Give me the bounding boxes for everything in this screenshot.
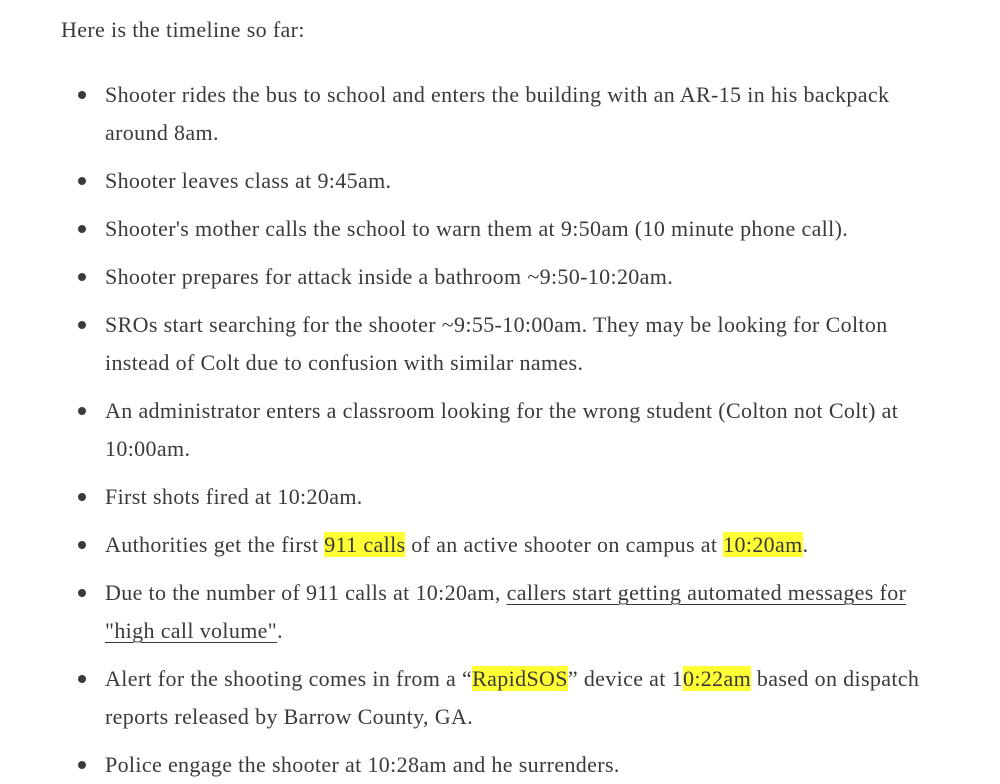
bullet-icon — [78, 493, 86, 501]
bullet-icon — [78, 321, 86, 329]
timeline-item-text: Shooter's mother calls the school to warn them at 9:50am (10 minute phone call). — [105, 216, 849, 241]
timeline-item-text: Authorities get the first — [105, 532, 325, 557]
timeline-item-text: First shots fired at 10:20am. — [105, 484, 363, 509]
bullet-icon — [78, 407, 86, 415]
timeline-item-sro-search — [61, 306, 950, 382]
timeline-list — [61, 76, 961, 784]
highlight-time: 10:20am — [723, 532, 803, 557]
timeline-item-text: SROs start searching for the shooter ~9:55-10:00am. They may be looking for Colton instead of Colt due to confusion with similar names. — [105, 312, 888, 375]
timeline-item-text: of an active shooter on campus at — [405, 532, 724, 557]
highlight-911-calls: 911 calls — [324, 532, 406, 557]
bullet-icon — [78, 761, 86, 769]
bullet-icon — [78, 177, 86, 185]
bullet-icon — [78, 675, 86, 683]
high-call-volume-link[interactable]: callers start getting automated messages for "high call volume" — [105, 580, 907, 643]
timeline-item-call-volume — [61, 574, 950, 650]
bullet-icon — [78, 273, 86, 281]
timeline-item-text: based on dispatch reports released by Barrow County, GA. — [105, 666, 920, 729]
timeline-item-text: Shooter leaves class at 9:45am. — [105, 168, 392, 193]
timeline-item-police-engage — [61, 746, 950, 784]
timeline-item-text: ” device at 1 — [567, 666, 683, 691]
timeline-item-text: . — [802, 532, 809, 557]
timeline-item-text: An administrator enters a classroom looking for the wrong student (Colton not Colt) at 10:00am. — [105, 398, 899, 461]
timeline-item-911-calls — [61, 526, 950, 564]
bullet-icon — [78, 225, 86, 233]
timeline-item-bathroom — [61, 258, 950, 296]
timeline-item-text: Shooter rides the bus to school and enters the building with an AR-15 in his backpack around 8am. — [105, 82, 890, 145]
bullet-icon — [78, 589, 86, 597]
timeline-item-text: Police engage the shooter at 10:28am and he surrenders. — [105, 752, 620, 777]
timeline-item-text: Alert for the shooting comes in from a “ — [105, 666, 473, 691]
timeline-item-first-shots — [61, 478, 950, 516]
timeline-item-administrator — [61, 392, 950, 468]
bullet-icon — [78, 541, 86, 549]
timeline-item-bus — [61, 76, 950, 152]
highlight-rapidsos: RapidSOS — [472, 666, 568, 691]
timeline-item-text: Due to the number of 911 calls at 10:20am, — [105, 580, 507, 605]
timeline-item-mother-call — [61, 210, 1000, 248]
bullet-icon — [78, 91, 86, 99]
timeline-item-leaves-class — [61, 162, 950, 200]
timeline-item-text: Shooter prepares for attack inside a bathroom ~9:50-10:20am. — [105, 264, 674, 289]
timeline-item-rapidsos — [61, 660, 950, 736]
highlight-time: 0:22am — [682, 666, 752, 691]
timeline-item-text: . — [277, 618, 283, 643]
timeline-intro: Here is the timeline so far: — [61, 17, 305, 42]
